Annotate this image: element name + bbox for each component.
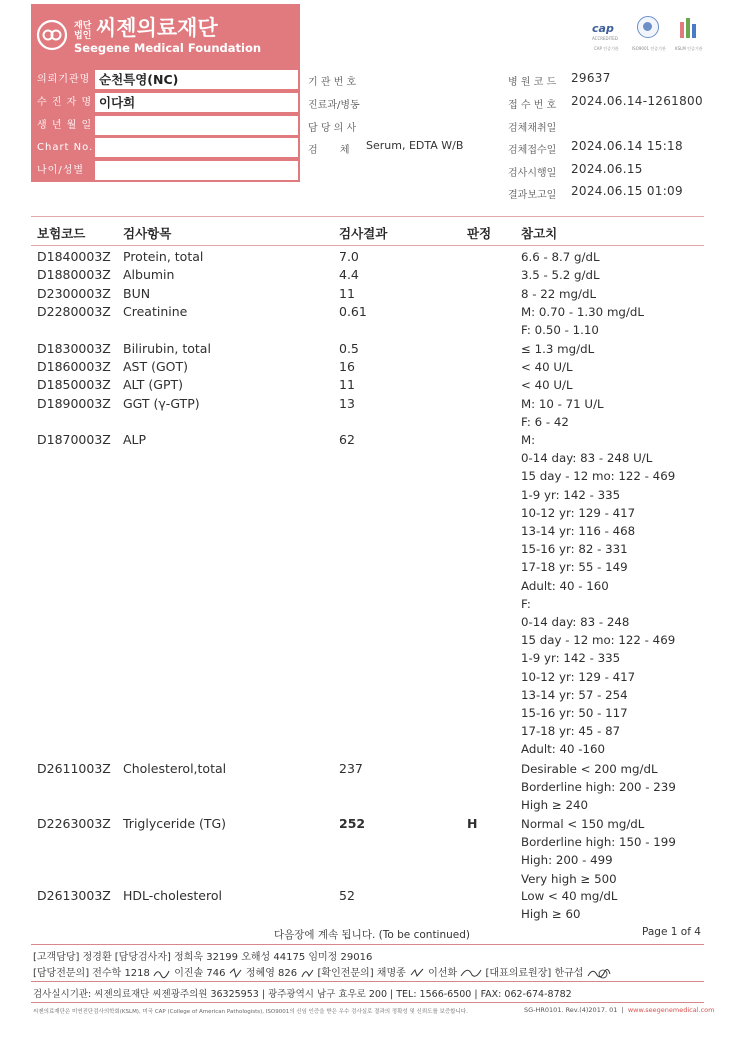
cap-badge-sub: ACCREDITED <box>592 36 618 41</box>
row-item: Cholesterol,total <box>123 761 227 776</box>
signature-icon <box>300 967 314 979</box>
reported-datetime: 2024.06.15 01:09 <box>571 184 683 198</box>
row-ref-line: F: <box>521 596 531 611</box>
row-result: 252 <box>339 816 366 831</box>
row-ref-line: Normal < 150 mg/dL <box>521 817 645 831</box>
row-code: D1870003Z <box>37 432 111 447</box>
label-birth: 생 년 월 일 <box>37 120 93 131</box>
logo-name-ko: 씨젠의료재단 <box>96 16 218 40</box>
row-ref-line: 17-18 yr: 55 - 149 <box>521 560 628 575</box>
row-ref-line: Borderline high: 150 - 199 <box>521 835 676 850</box>
field-age-sex <box>95 161 298 180</box>
row-ref-line: Low < 40 mg/dL <box>521 889 618 903</box>
row-ref-line: M: <box>521 433 536 447</box>
label-receipt-no: 접 수 번 호 <box>508 100 557 111</box>
row-code: D2280003Z <box>37 304 111 319</box>
row-ref-line: Very high ≥ 500 <box>521 871 617 886</box>
row-ref-line: 15 day - 12 mo: 122 - 469 <box>521 469 676 484</box>
iso-badge-caption: ISO9001 인증기관 <box>632 46 666 51</box>
row-ref-line: 15-16 yr: 50 - 117 <box>521 706 628 720</box>
row-ref-line: ≤ 1.3 mg/dL <box>521 342 595 356</box>
row-result: 7.0 <box>339 249 359 264</box>
row-ref-line: High ≥ 240 <box>521 798 589 813</box>
label-chart-no: Chart No. <box>37 142 94 153</box>
row-item: ALP <box>123 432 147 447</box>
label-institution: 의뢰기관명 <box>37 74 91 85</box>
signature-icon <box>153 967 171 979</box>
kslm-logo-icon <box>678 16 700 40</box>
header-item: 검사항목 <box>123 226 172 241</box>
signature-icon <box>460 967 482 979</box>
row-item: HDL-cholesterol <box>123 888 222 903</box>
label-age-sex: 나이/성별 <box>37 165 85 176</box>
label-tested: 검사시행일 <box>508 168 557 179</box>
row-ref-line: High ≥ 60 <box>521 907 581 922</box>
row-result: 0.5 <box>339 341 359 356</box>
logo-name-en: Seegene Medical Foundation <box>74 41 262 55</box>
row-ref-line: Borderline high: 200 - 239 <box>521 780 676 795</box>
row-ref-line: 17-18 yr: 45 - 87 <box>521 724 621 739</box>
footer-rule-bottom <box>31 1002 704 1003</box>
cap-badge-caption: CAP 인증기관 <box>594 46 619 51</box>
row-ref-line: Adult: 40 - 160 <box>521 578 609 593</box>
row-ref-line: 10-12 yr: 129 - 417 <box>521 669 636 684</box>
row-ref-line: 10-12 yr: 129 - 417 <box>521 505 636 520</box>
label-patient-name: 수 진 자 명 <box>37 97 93 108</box>
continued-note: 다음장에 계속 됩니다. (To be continued) <box>274 929 471 941</box>
row-ref-line: Adult: 40 -160 <box>521 742 605 757</box>
row-result: 4.4 <box>339 267 359 282</box>
row-item: GGT (γ-GTP) <box>123 396 200 411</box>
row-code: D1880003Z <box>37 267 111 282</box>
header-result: 검사결과 <box>339 226 388 241</box>
label-institution-no: 기 관 번 호 <box>308 77 357 88</box>
label-received: 검체접수일 <box>508 145 557 156</box>
tested-date: 2024.06.15 <box>571 162 643 176</box>
row-code: D1830003Z <box>37 341 111 356</box>
row-code: D1850003Z <box>37 377 111 392</box>
form-info: SG-HR0101. Rev.(4)2017. 01 | www.seegenemedical.com <box>524 1006 715 1014</box>
row-item: Creatinine <box>123 304 188 319</box>
receipt-no: 2024.06.14-1261800 <box>571 94 703 108</box>
row-code: D2611003Z <box>37 761 111 776</box>
row-ref-line: 15 day - 12 mo: 122 - 469 <box>521 633 676 648</box>
row-code: D2263003Z <box>37 816 111 831</box>
staff-confirming-2: 이선화 <box>428 968 458 979</box>
staff-specialist: [담당전문의] 전수학 1218 <box>33 968 150 979</box>
header-flag: 판정 <box>467 226 492 241</box>
row-code: D1840003Z <box>37 249 111 264</box>
fineprint: 씨젠의료재단은 미연진단검사의학회(KSLM), 미국 CAP (College of American Pathologists), ISO9001의 신임 인증을 받은 우수 검사실로 결과의 정확성 및 신뢰도를 보증합니다. <box>33 1009 468 1015</box>
staff-line-1: [고객담당] 정경환 [담당검사자] 정희욱 32199 오해성 44175 임미정 29016 <box>33 952 373 963</box>
kslm-badge-caption: KSLM 인증기관 <box>675 46 703 51</box>
label-collection-date: 검체채취일 <box>508 123 557 134</box>
received-datetime: 2024.06.14 15:18 <box>571 139 683 153</box>
table-top-rule <box>31 216 704 217</box>
label-specimen: 검 체 <box>308 145 350 156</box>
footer-rule-mid <box>31 981 704 982</box>
accreditation-badges <box>592 16 704 50</box>
cap-badge-title: cap <box>592 22 614 35</box>
row-code: D2613003Z <box>37 888 111 903</box>
row-ref-line: F: 6 - 42 <box>521 415 569 430</box>
row-item: Triglyceride (TG) <box>123 816 227 831</box>
specimen-value: Serum, EDTA W/B <box>366 139 464 152</box>
row-result: 237 <box>339 761 363 776</box>
page-number: Page 1 of 4 <box>642 926 701 938</box>
row-result: 11 <box>339 377 355 392</box>
website-link[interactable]: www.seegenemedical.com <box>627 1006 715 1014</box>
row-ref-line: 1-9 yr: 142 - 335 <box>521 651 621 666</box>
logo <box>36 6 261 64</box>
row-ref-line: M: 10 - 71 U/L <box>521 397 604 411</box>
row-item: ALT (GPT) <box>123 377 184 392</box>
row-result: 52 <box>339 888 355 903</box>
signature-icon <box>587 966 611 980</box>
table-header-rule <box>31 245 704 246</box>
form-number: SG-HR0101. Rev.(4)2017. 01 <box>524 1006 618 1014</box>
row-result: 16 <box>339 359 355 374</box>
field-patient-name: 이다희 <box>95 93 298 112</box>
row-item: Bilirubin, total <box>123 341 211 356</box>
row-item: AST (GOT) <box>123 359 189 374</box>
row-ref-line: 0-14 day: 83 - 248 U/L <box>521 451 653 466</box>
staff-specialist-3: 정혜영 826 <box>245 968 298 979</box>
row-code: D1890003Z <box>37 396 111 411</box>
row-ref-line: 6.6 - 8.7 g/dL <box>521 250 600 264</box>
label-department: 진료과/병동 <box>308 100 360 111</box>
lab-info: 검사실시기관: 씨젠의료재단 씨젠광주의원 36325953 | 광주광역시 남구 효우로 200 | TEL: 1566-6500 | FAX: 062-674-8782 <box>33 989 572 1000</box>
row-item: Protein, total <box>123 249 204 264</box>
staff-confirming: [확인전문의] 채명종 <box>317 968 406 979</box>
hospital-code: 29637 <box>571 71 611 85</box>
logo-small-text: 재단 법인 <box>74 21 92 41</box>
footer-rule-top <box>31 944 704 945</box>
header-code: 보험코드 <box>37 226 86 241</box>
row-code: D1860003Z <box>37 359 111 374</box>
row-ref-line: 3.5 - 5.2 g/dL <box>521 268 600 282</box>
row-code: D2300003Z <box>37 286 111 301</box>
row-flag: H <box>467 816 478 831</box>
field-chart-no <box>95 138 298 157</box>
row-ref-line: 13-14 yr: 116 - 468 <box>521 524 636 538</box>
staff-director: [대표의료원장] 한규섭 <box>485 968 584 979</box>
row-result: 62 <box>339 432 355 447</box>
row-ref-line: < 40 U/L <box>521 378 573 392</box>
label-hospital-code: 병 원 코 드 <box>508 77 557 88</box>
row-ref-line: Desirable < 200 mg/dL <box>521 762 658 776</box>
row-ref-line: 13-14 yr: 57 - 254 <box>521 687 628 702</box>
staff-line-2 <box>33 964 611 980</box>
row-ref-line: F: 0.50 - 1.10 <box>521 323 599 338</box>
signature-icon <box>409 967 425 979</box>
field-institution: 순천특영(NC) <box>95 70 298 89</box>
label-reported: 결과보고일 <box>508 190 557 201</box>
row-item: BUN <box>123 286 151 301</box>
row-ref-line: 0-14 day: 83 - 248 <box>521 615 630 629</box>
staff-specialist-2: 이진솔 746 <box>174 968 226 979</box>
signature-icon <box>229 967 243 979</box>
row-ref-line: High: 200 - 499 <box>521 853 613 868</box>
iso-seal-icon <box>637 16 659 38</box>
header-ref: 참고치 <box>521 226 558 241</box>
row-ref-line: 8 - 22 mg/dL <box>521 287 597 301</box>
row-result: 11 <box>339 286 355 301</box>
row-result: 13 <box>339 396 355 411</box>
row-ref-line: M: 0.70 - 1.30 mg/dL <box>521 305 644 319</box>
row-result: 0.61 <box>339 304 367 319</box>
row-ref-line: 1-9 yr: 142 - 335 <box>521 487 621 502</box>
field-birth <box>95 116 298 135</box>
foundation-logo-icon <box>36 19 68 51</box>
row-ref-line: < 40 U/L <box>521 360 573 374</box>
label-doctor: 담 당 의 사 <box>308 123 357 134</box>
row-item: Albumin <box>123 267 175 282</box>
row-ref-line: 15-16 yr: 82 - 331 <box>521 542 628 557</box>
